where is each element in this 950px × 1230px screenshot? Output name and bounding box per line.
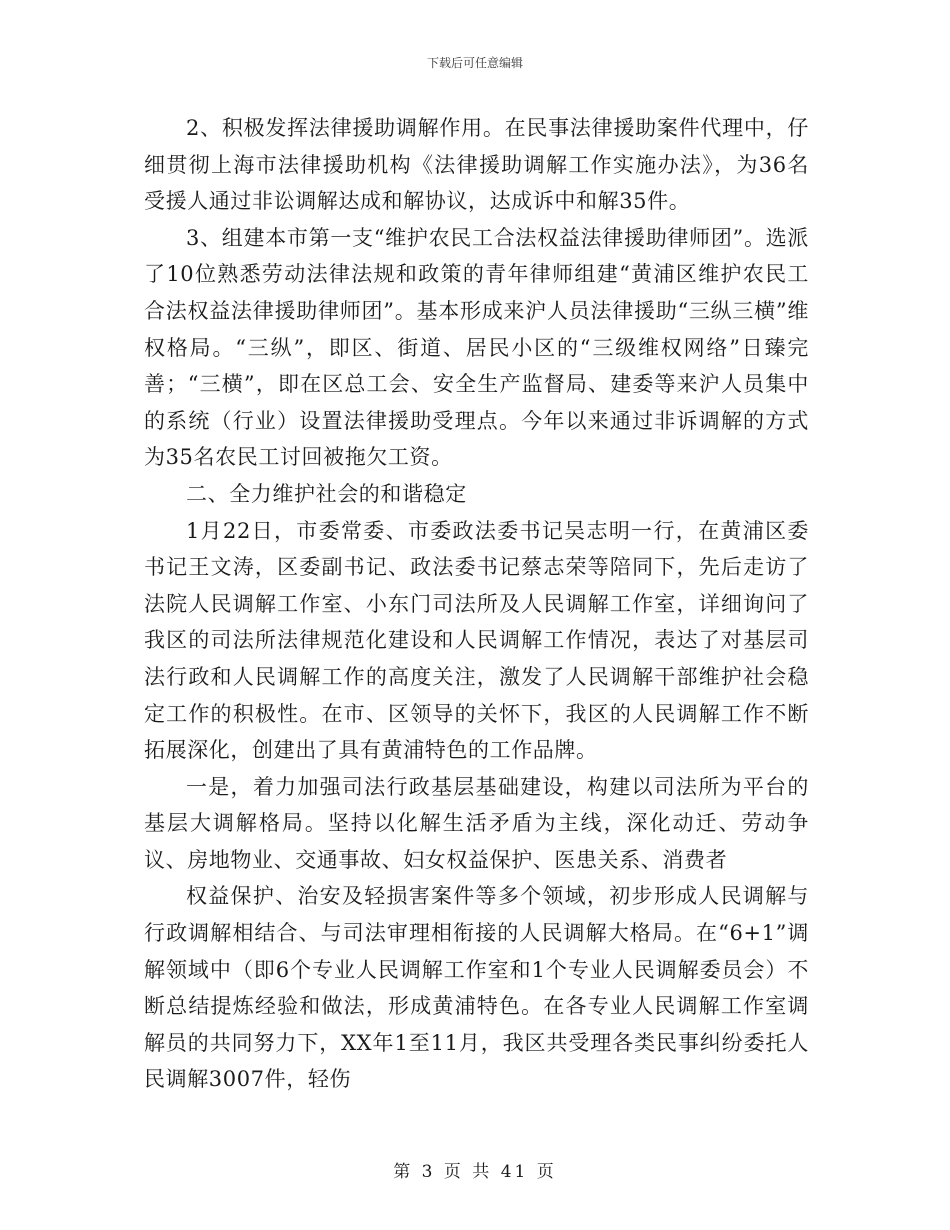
paragraph-mediation-pattern: 权益保护、治安及轻损害案件等多个领域，初步形成人民调解与行政调解相结合、与司法审理相衔接的人民调解大格局。在“6+1”调解领域中（即6个专业人民调解工作室和1个专业人民调解委员会）不断总结提炼经验和做法，形成黄浦特色。在各专业人民调解工作室调解员的共同努力下，XX年1至11月，我区共受理各类民事纠纷委托人民调解3007件，轻伤 (144, 884, 809, 1092)
paragraph-grassroots-construction: 一是，着力加强司法行政基层基础建设，构建以司法所为平台的基层大调解格局。坚持以化解生活矛盾为主线，深化动迁、劳动争议、房地物业、交通事故、妇女权益保护、医患关系、消费者 (144, 774, 809, 872)
paragraph-legal-aid-mediation: 2、积极发挥法律援助调解作用。在民事法律援助案件代理中，仔细贯彻上海市法律援助机构《法律援助调解工作实施办法》，为36名受援人通过非讼调解达成和解协议，达成诉中和解35件。 (144, 116, 809, 214)
section-heading-social-stability: 二、全力维护社会的和谐稳定 (186, 481, 467, 506)
page-number-footer: 第 3 页 共 41 页 (393, 1162, 557, 1182)
document-body (144, 110, 809, 1098)
paragraph-lawyer-group: 3、组建本市第一支“维护农民工合法权益法律援助律师团”。选派了10位熟悉劳动法律法规和政策的青年律师组建“黄浦区维护农民工合法权益法律援助律师团”。基本形成来沪人员法律援助“三纵三横”维权格局。“三纵”，即区、街道、居民小区的“三级维权网络”日臻完善；“三横”，即在区总工会、安全生产监督局、建委等来沪人员集中的系统（行业）设置法律援助受理点。今年以来通过非诉调解的方式为35名农民工讨回被拖欠工资。 (144, 225, 809, 470)
paragraph-leader-visit: 1月22日，市委常委、市委政法委书记吴志明一行，在黄浦区委书记王文涛，区委副书记、政法委书记蔡志荣等陪同下，先后走访了法院人民调解工作室、小东门司法所及人民调解工作室，详细询问了我区的司法所法律规范化建设和人民调解工作情况，表达了对基层司法行政和人民调解工作的高度关注，激发了人民调解干部维护社会稳定工作的积极性。在市、区领导的关怀下，我区的人民调解工作不断拓展深化，创建出了具有黄浦特色的工作品牌。 (144, 518, 809, 763)
page-header: 下载后可任意编辑 (426, 56, 523, 70)
